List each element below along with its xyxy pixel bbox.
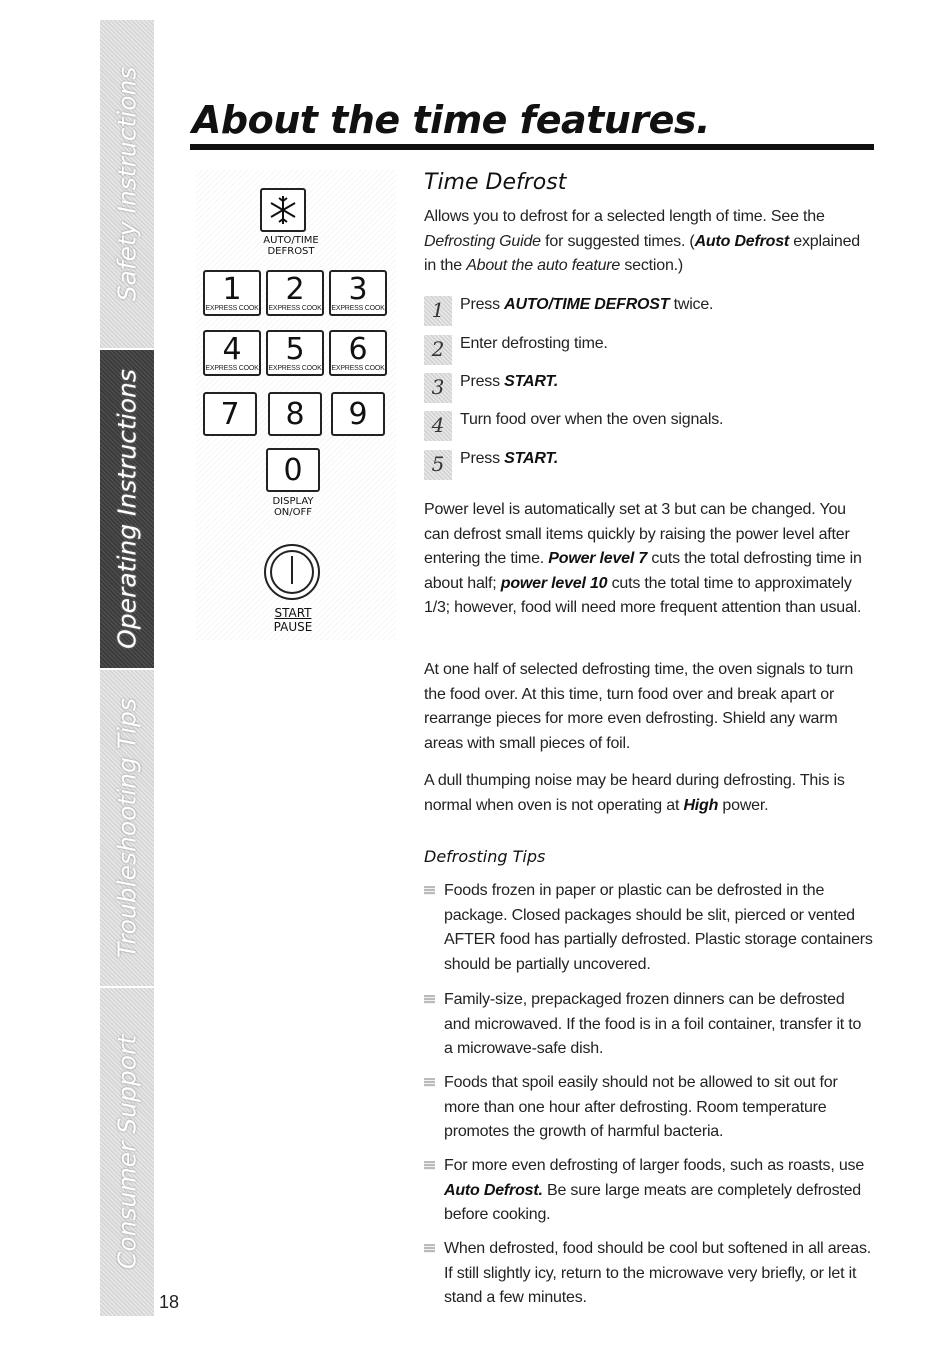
power-level-paragraph: Power level is automatically set at 3 but can be changed. You can defrost small items quickly by raising the power level after entering the time. Power level 7 cuts the total defrosting time in about half; power level 10 cuts the total time to approximately 1/3; however, food will need more frequent attention than usual.	[424, 501, 862, 616]
start-pause-icon[interactable]	[262, 542, 322, 602]
bullet-icon	[424, 1161, 435, 1170]
tab-label: Operating Instructions	[112, 369, 142, 649]
express-cook-label: EXPRESS COOK	[268, 305, 322, 312]
auto-time-defrost-key[interactable]	[260, 188, 306, 232]
step-text: Press START.	[460, 373, 559, 390]
number-key-2[interactable]: 2 EXPRESS COOK	[266, 270, 324, 316]
step-number-badge: 1	[424, 296, 452, 326]
step-number-badge: 5	[424, 450, 452, 480]
step-text: Turn food over when the oven signals.	[460, 411, 724, 428]
keypad-illustration	[196, 170, 396, 640]
page-number: 18	[159, 1292, 180, 1312]
title-divider	[190, 144, 874, 150]
bullet-icon	[424, 995, 435, 1004]
auto-time-defrost-label: AUTO/TIME DEFROST	[263, 235, 319, 257]
express-cook-label: EXPRESS COOK	[205, 365, 259, 372]
noise-paragraph: A dull thumping noise may be heard during defrosting. This is normal when oven is not operating at High power.	[424, 772, 845, 814]
tab-label: Consumer Support	[112, 1034, 142, 1270]
sidebar-nav	[100, 20, 154, 1318]
start-pause-label: START PAUSE	[273, 606, 313, 634]
display-onoff-label: DISPLAY ON/OFF	[272, 496, 314, 518]
defrosting-tips-heading: Defrosting Tips	[424, 847, 546, 866]
step-number-badge: 2	[424, 335, 452, 365]
number-key-1[interactable]: 1 EXPRESS COOK	[203, 270, 261, 316]
express-cook-label: EXPRESS COOK	[331, 305, 385, 312]
bullet-icon	[424, 1078, 435, 1087]
number-key-9[interactable]: 9	[331, 392, 385, 436]
page-title: About the time features.	[192, 98, 710, 142]
express-cook-label: EXPRESS COOK	[331, 365, 385, 372]
tab-safety-instructions[interactable]	[100, 20, 154, 350]
tab-operating-instructions[interactable]	[100, 350, 154, 670]
tab-troubleshooting-tips[interactable]	[100, 670, 154, 988]
step-number-badge: 4	[424, 411, 452, 441]
snowflake-icon	[262, 190, 304, 230]
express-cook-label: EXPRESS COOK	[205, 305, 259, 312]
step-number-badge: 3	[424, 373, 452, 403]
express-cook-label: EXPRESS COOK	[268, 365, 322, 372]
bullet-icon	[424, 1244, 435, 1253]
bullet-icon	[424, 886, 435, 895]
step-text: Press AUTO/TIME DEFROST twice.	[460, 296, 714, 313]
number-key-6[interactable]: 6 EXPRESS COOK	[329, 330, 387, 376]
number-key-8[interactable]: 8	[268, 392, 322, 436]
number-key-4[interactable]: 4 EXPRESS COOK	[203, 330, 261, 376]
tab-label: Troubleshooting Tips	[112, 698, 142, 958]
section-title: Time Defrost	[424, 170, 567, 195]
number-key-0[interactable]: 0	[266, 448, 320, 492]
number-key-5[interactable]: 5 EXPRESS COOK	[266, 330, 324, 376]
step-text: Press START.	[460, 450, 559, 467]
number-key-3[interactable]: 3 EXPRESS COOK	[329, 270, 387, 316]
step-text: Enter defrosting time.	[460, 335, 608, 352]
tab-label: Safety Instructions	[112, 66, 142, 302]
half-time-paragraph: At one half of selected defrosting time, the oven signals to turn the food over. At this time, turn food over and break apart or rearrange pieces for more even defrosting. Shield any warm areas with small pieces of foil.	[424, 661, 854, 752]
intro-paragraph: Allows you to defrost for a selected length of time. See the Defrosting Guide for suggested times. (Auto Defrost explained in the About the auto feature section.)	[424, 208, 861, 274]
number-key-7[interactable]: 7	[203, 392, 257, 436]
tab-consumer-support[interactable]	[100, 988, 154, 1318]
